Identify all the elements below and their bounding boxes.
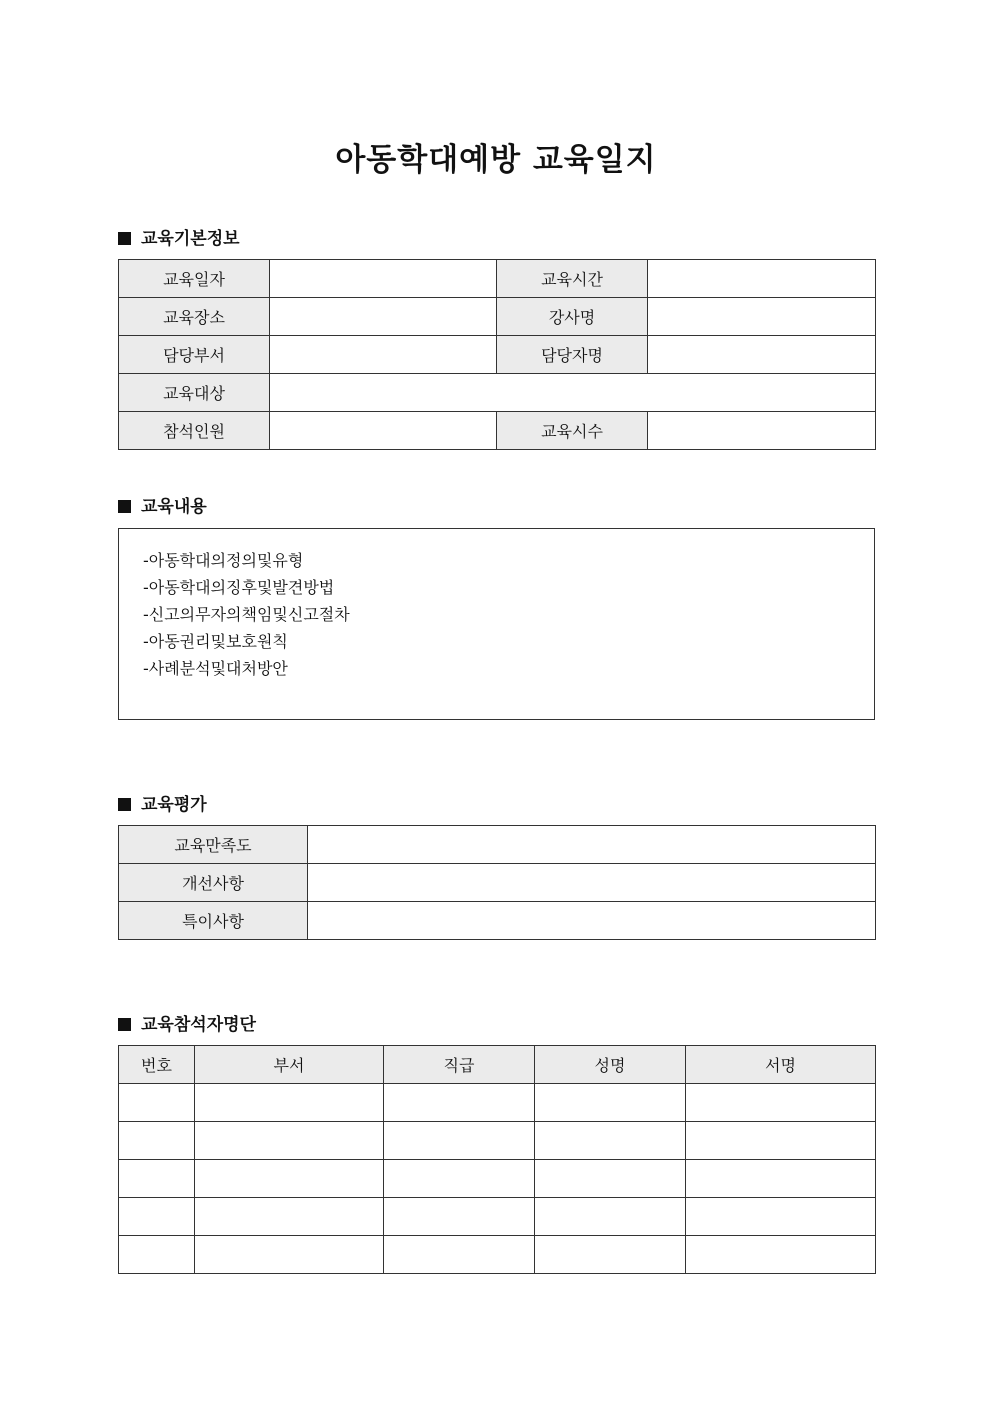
roster-cell-position[interactable]: [384, 1084, 535, 1122]
label-manager: 담당자명: [497, 336, 648, 374]
roster-cell-department[interactable]: [195, 1236, 384, 1274]
column-header-signature: 서명: [686, 1046, 876, 1084]
table-row: [119, 1236, 876, 1274]
field-attendees[interactable]: [270, 412, 497, 450]
label-remarks: 특이사항: [119, 902, 308, 940]
field-education-time[interactable]: [648, 260, 876, 298]
roster-cell-number[interactable]: [119, 1160, 195, 1198]
field-education-hours[interactable]: [648, 412, 876, 450]
list-item: -사례분석및대처방안: [143, 659, 288, 678]
list-item: -신고의무자의책임및신고절차: [143, 605, 350, 624]
field-satisfaction[interactable]: [308, 826, 876, 864]
label-education-target: 교육대상: [119, 374, 270, 412]
table-row: [119, 1122, 876, 1160]
section-heading-roster: [118, 1010, 256, 1035]
table-header-row: [119, 1046, 876, 1084]
square-bullet-icon: [118, 1018, 131, 1031]
column-header-department: 부서: [195, 1046, 384, 1084]
section-heading-basic-info: [118, 224, 240, 249]
table-row: [119, 864, 876, 902]
table-row: [119, 902, 876, 940]
field-department[interactable]: [270, 336, 497, 374]
label-attendees: 참석인원: [119, 412, 270, 450]
field-education-target[interactable]: [270, 374, 876, 412]
table-row: [119, 260, 876, 298]
document-title: 아동학대예방 교육일지: [335, 142, 657, 178]
list-item: -아동학대의징후및발견방법: [143, 578, 335, 597]
label-department: 담당부서: [119, 336, 270, 374]
roster-cell-signature[interactable]: [686, 1084, 876, 1122]
education-content-box[interactable]: [118, 528, 875, 720]
roster-cell-name[interactable]: [535, 1122, 686, 1160]
roster-cell-department[interactable]: [195, 1122, 384, 1160]
label-education-date: 교육일자: [119, 260, 270, 298]
section-title-basic-info: 교육기본정보: [141, 229, 240, 249]
evaluation-table: [118, 825, 876, 940]
table-row: [119, 1160, 876, 1198]
section-heading-content: [118, 492, 207, 517]
roster-cell-number[interactable]: [119, 1198, 195, 1236]
content-list: [119, 529, 874, 682]
roster-cell-name[interactable]: [535, 1084, 686, 1122]
roster-cell-signature[interactable]: [686, 1198, 876, 1236]
roster-cell-department[interactable]: [195, 1160, 384, 1198]
section-title-roster: 교육참석자명단: [141, 1015, 256, 1035]
table-row: [119, 336, 876, 374]
roster-cell-signature[interactable]: [686, 1160, 876, 1198]
list-item: -아동학대의정의및유형: [143, 551, 304, 570]
label-satisfaction: 교육만족도: [119, 826, 308, 864]
roster-cell-position[interactable]: [384, 1122, 535, 1160]
column-header-name: 성명: [535, 1046, 686, 1084]
roster-cell-number[interactable]: [119, 1122, 195, 1160]
roster-cell-name[interactable]: [535, 1198, 686, 1236]
table-row: [119, 1084, 876, 1122]
label-education-place: 교육장소: [119, 298, 270, 336]
roster-cell-position[interactable]: [384, 1198, 535, 1236]
square-bullet-icon: [118, 232, 131, 245]
roster-cell-department[interactable]: [195, 1084, 384, 1122]
field-education-date[interactable]: [270, 260, 497, 298]
table-row: [119, 1198, 876, 1236]
label-education-hours: 교육시수: [497, 412, 648, 450]
field-manager[interactable]: [648, 336, 876, 374]
section-heading-evaluation: [118, 790, 207, 815]
table-row: [119, 412, 876, 450]
roster-cell-department[interactable]: [195, 1198, 384, 1236]
field-instructor[interactable]: [648, 298, 876, 336]
column-header-position: 직급: [384, 1046, 535, 1084]
roster-cell-signature[interactable]: [686, 1122, 876, 1160]
roster-cell-name[interactable]: [535, 1236, 686, 1274]
label-education-time: 교육시간: [497, 260, 648, 298]
basic-info-table: [118, 259, 876, 450]
roster-cell-signature[interactable]: [686, 1236, 876, 1274]
field-education-place[interactable]: [270, 298, 497, 336]
field-improvements[interactable]: [308, 864, 876, 902]
label-instructor: 강사명: [497, 298, 648, 336]
roster-cell-number[interactable]: [119, 1236, 195, 1274]
roster-cell-position[interactable]: [384, 1236, 535, 1274]
table-row: [119, 374, 876, 412]
table-row: [119, 298, 876, 336]
list-item: -아동권리및보호원칙: [143, 632, 288, 651]
section-title-content: 교육내용: [141, 497, 207, 517]
field-remarks[interactable]: [308, 902, 876, 940]
roster-cell-position[interactable]: [384, 1160, 535, 1198]
roster-cell-name[interactable]: [535, 1160, 686, 1198]
label-improvements: 개선사항: [119, 864, 308, 902]
table-row: [119, 826, 876, 864]
roster-cell-number[interactable]: [119, 1084, 195, 1122]
square-bullet-icon: [118, 798, 131, 811]
roster-table: [118, 1045, 876, 1274]
square-bullet-icon: [118, 500, 131, 513]
column-header-number: 번호: [119, 1046, 195, 1084]
section-title-evaluation: 교육평가: [141, 795, 207, 815]
